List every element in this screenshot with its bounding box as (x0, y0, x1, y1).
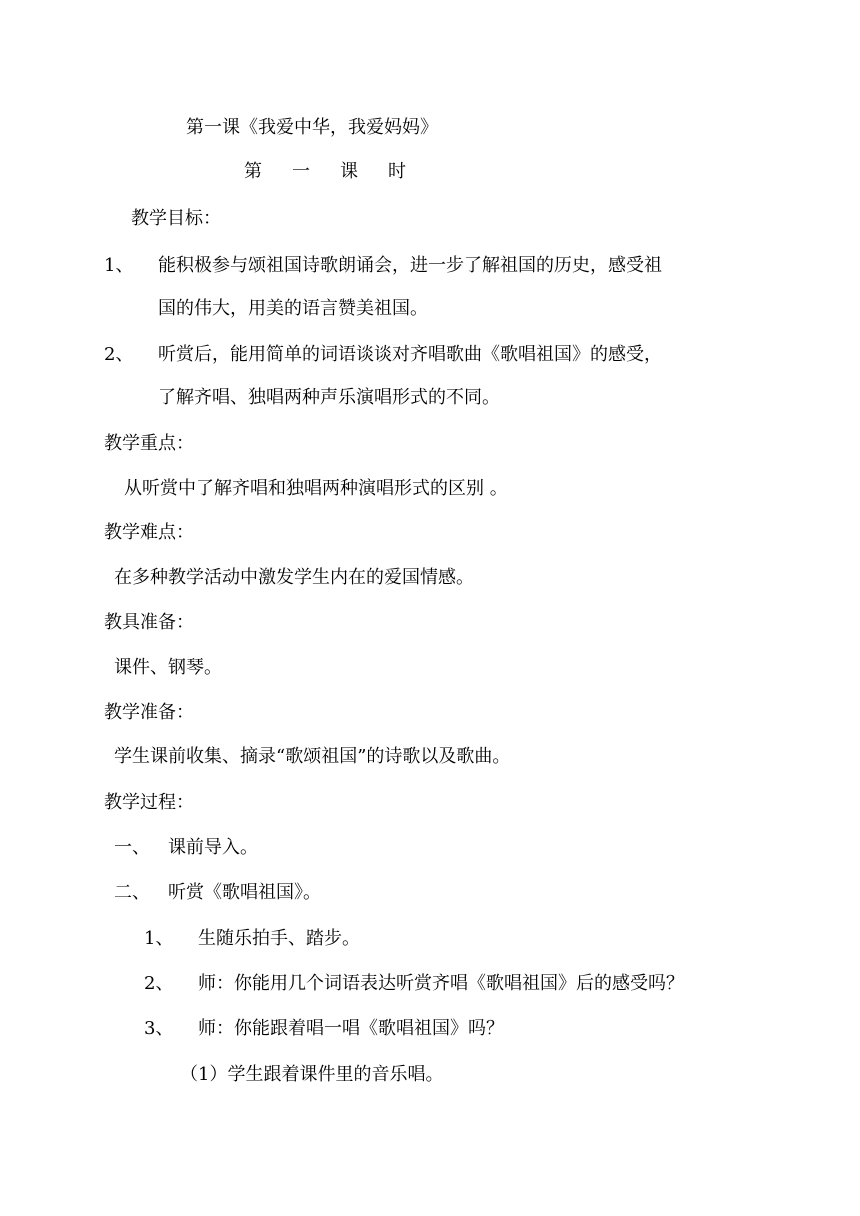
tools-heading: 教具准备： (104, 612, 194, 633)
tools-text: 课件、钢琴。 (114, 657, 222, 678)
step-number: 3、 (144, 1018, 174, 1039)
goal-text-line: 听赏后，能用简单的词语谈谈对齐唱歌曲《歌唱祖国》的感受， (158, 344, 662, 365)
section-number: 一、 (114, 837, 150, 858)
goal-text-line: 了解齐唱、独唱两种声乐演唱形式的不同。 (158, 387, 500, 408)
goals-heading: 教学目标： (131, 208, 221, 229)
step-number: 1、 (144, 928, 174, 949)
prep-heading: 教学准备： (104, 702, 194, 723)
lesson-title: 第一课《我爱中华，我爱妈妈》 (186, 117, 438, 138)
section-text: 课前导入。 (168, 837, 258, 858)
lesson-subtitle: 第 一 课 时 (244, 161, 412, 182)
goal-number: 1、 (104, 255, 134, 276)
prep-text: 学生课前收集、摘录“歌颂祖国”的诗歌以及歌曲。 (114, 746, 511, 767)
goal-text-line: 国的伟大，用美的语言赞美祖国。 (158, 298, 428, 319)
step-text: 师：你能用几个词语表达听赏齐唱《歌唱祖国》后的感受吗？ (198, 973, 684, 994)
section-number: 二、 (114, 882, 150, 903)
key-points-text: 从听赏中了解齐唱和独唱两种演唱形式的区别 。 (124, 478, 508, 499)
difficulties-heading: 教学难点： (104, 522, 194, 543)
process-heading: 教学过程： (104, 792, 194, 813)
section-text: 听赏《歌唱祖国》。 (168, 882, 321, 903)
step-text: 生随乐拍手、踏步。 (198, 928, 360, 949)
goal-number: 2、 (104, 344, 134, 365)
difficulties-text: 在多种教学活动中激发学生内在的爱国情感。 (114, 567, 474, 588)
sub-step-text: （1）学生跟着课件里的音乐唱。 (180, 1064, 444, 1085)
goal-text-line: 能积极参与颂祖国诗歌朗诵会，进一步了解祖国的历史，感受祖 (158, 255, 662, 276)
step-number: 2、 (144, 973, 174, 994)
key-points-heading: 教学重点： (104, 433, 194, 454)
step-text: 师：你能跟着唱一唱《歌唱祖国》吗？ (198, 1018, 504, 1039)
